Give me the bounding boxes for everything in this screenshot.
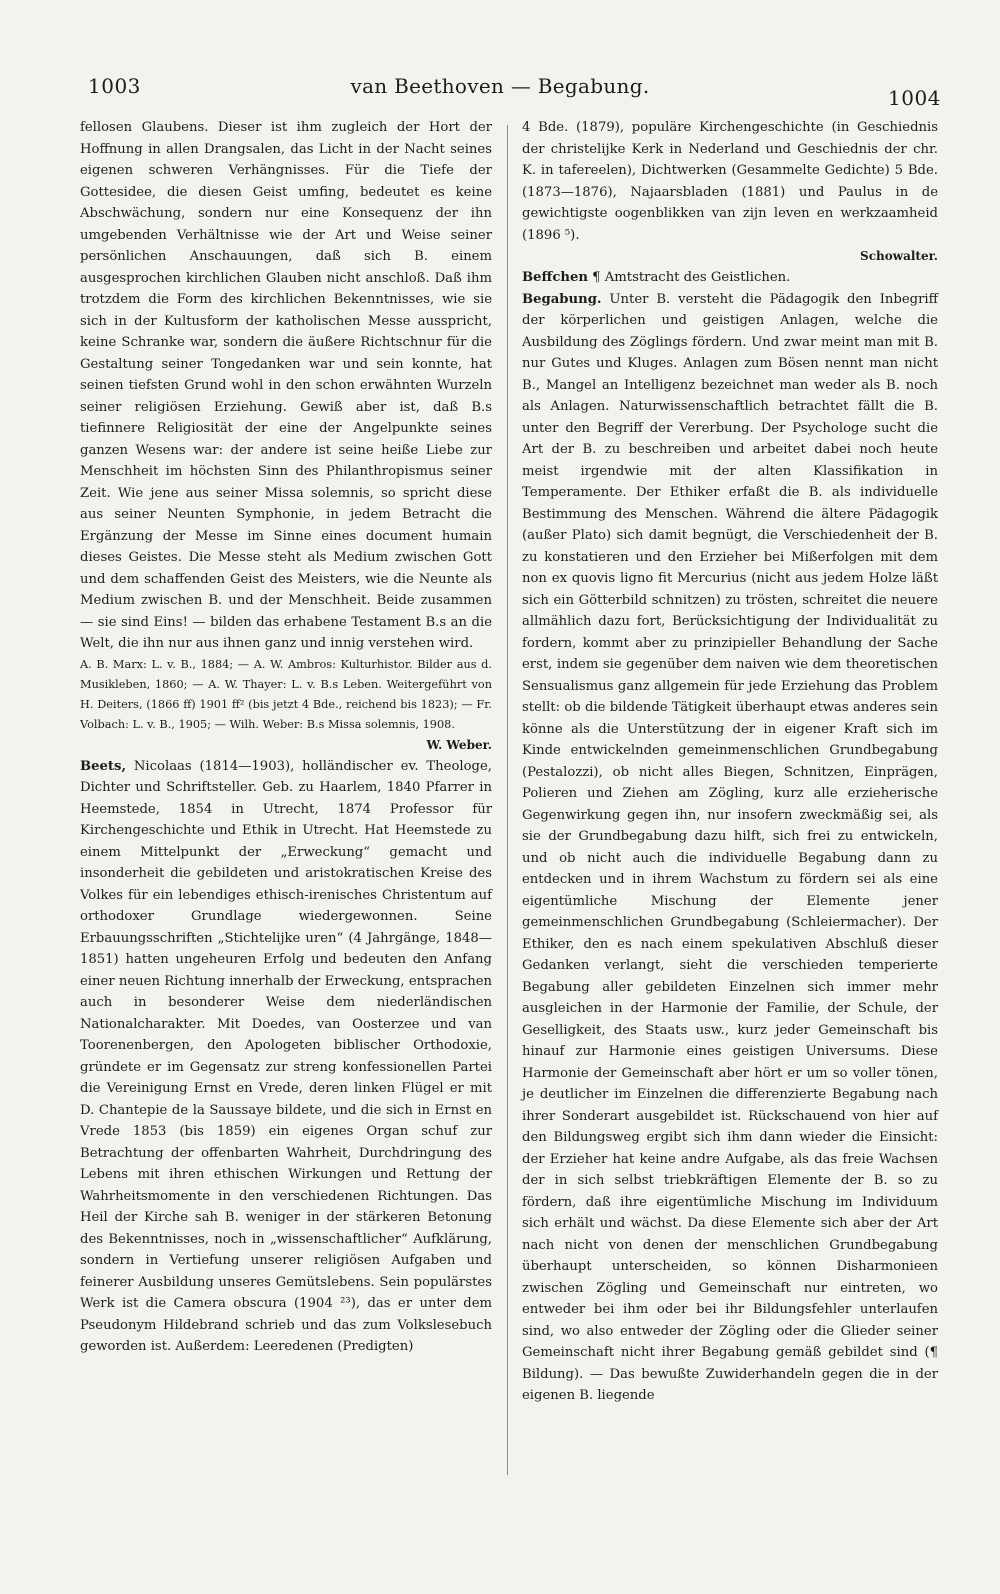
beffchen-headword: Beffchen	[522, 270, 588, 285]
running-header: van Beethoven — Begabung.	[350, 74, 650, 98]
left-column	[80, 117, 492, 1358]
begabung-entry	[522, 289, 938, 1407]
beets-headword: Beets,	[80, 758, 127, 774]
beets-article-continuation: 4 Bde. (1879), populäre Kirchengeschichte (in Geschiednis der christelijke Kerk in Nederland und Geschiednis der chr. K. in tafereelen), Dichtwerken (Gesammelte Gedichte) 5 Bde. (1873—1876), Najaarsbladen (1881) und Paulus in de gewichtigste oogenblikken van zijn leven en werkzaamheid (1896 ⁵).	[522, 120, 938, 243]
beffchen-entry	[522, 267, 938, 289]
beethoven-article-text: fellosen Glaubens. Dieser ist ihm zugleich der Hort der Hoffnung in allen Drangsalen, das Licht in der Nacht seines eigenen schweren Verhängnisses. Für die Tiefe der Gottesidee, die diesen Geist umfing, bedeutet es keine Abschwächung, sondern nur eine Konsequenz der ihn umgebenden Verhältnisse wie der Art und Weise seiner persönlichen Anschauungen, daß sich B. einem ausgesprochen kirchlichen Glauben nicht anschloß. Daß ihm trotzdem die Form des kirchlichen Bekenntnisses, wie sie sich in der Kultusform der katholischen Messe ausspricht, keine Schranke war, sondern die äußere Richtschnur für die Gestaltung seiner Tongedanken war und sein konnte, hat seinen tiefsten Grund wohl in den schon erwähnten Wurzeln seiner religiösen Erziehung. Gewiß aber ist, daß B.s tiefinnere Religiosität der eine der Angelpunkte seines ganzen Wesens war: der andere ist seine heiße Liebe zur Menschheit im höchsten Sinn des Philanthropismus seiner Zeit. Wie jene aus seiner Missa solemnis, so spricht diese aus seiner Neunten Symphonie, in jedem Betracht die Ergänzung der Messe im Sinne eines document humain dieses Geistes. Die Messe steht als Medium zwischen Gott und dem schaffenden Geist des Meisters, wie die Neunte als Medium zwischen B. und der Menschheit. Beide zusammen — sie sind Eins! — bilden das erhabene Testament B.s an die Welt, die ihn nur aus ihnen ganz und innig verstehen wird.	[80, 120, 492, 651]
beethoven-references: A. B. Marx: L. v. B., 1884; — A. W. Ambros: Kulturhistor. Bilder aus d. Musikleben, 1860; — A. W. Thayer: L. v. B.s Leben. Weitergeführt von H. Deiters, (1866 ff) 1901 ff² (bis jetzt 4 Bde., reichend bis 1823); — Fr. Volbach: L. v. B., 1905; — Wilh. Weber: B.s Missa solemnis, 1908.	[80, 657, 492, 731]
beffchen-crossref-text: ¶ Amtstracht des Geistlichen.	[587, 270, 791, 285]
right-column	[522, 117, 938, 1407]
page-number-left: 1003	[88, 74, 141, 98]
page-number-right: 1004	[888, 86, 941, 110]
begabung-article-text: Unter B. versteht die Pädagogik den Inbegriff der körperlichen und geistigen Anlagen, welche die Ausbildung des Zöglings fördern. Und zwar meint man mit B. nur Gutes und Kluges. Anlagen zum Bösen nennt man nicht B., Mangel an Intelligenz bezeichnet man weder als B. noch als Anlagen. Naturwissenschaftlich betrachtet fällt die B. unter den Begriff der Vererbung. Der Psychologe sucht die Art der B. zu beschreiben und arbeitet dabei noch heute meist irgendwie mit der alten Klassifikation in Temperamente. Der Ethiker erfaßt die B. als individuelle Bestimmung des Menschen. Während die ältere Pädagogik (außer Plato) sich damit begnügt, die Verschiedenheit der B. zu konstatieren und den Erzieher bei Mißerfolgen mit dem non ex quovis ligno fit Mercurius (nicht aus jedem Holze läßt sich ein Götterbild schnitzen) zu trösten, schreitet die neuere allmählich dazu fort, Berücksichtigung der Individualität zu fordern, kommt aber zu prinzipieller Behandlung der Sache erst, indem sie gegenüber dem naiven wie dem theoretischen Sensualismus ganz allgemein für jede Erziehung das Problem stellt: ob die bildende Tätigkeit überhaupt etwas anderes sein könne als die Unterstützung der in eigener Kraft sich im Kinde entwickelnden gemeinmenschlichen Grundbegabung (Pestalozzi), ob nicht alles Biegen, Schnitzen, Einprägen, Polieren und Ziehen am Zögling, kurz alle erzieherische Gegenwirkung gegen ihn, nur insofern zweckmäßig sei, als sie der Grundbegabung dazu hilft, sich frei zu entwickeln, und ob nicht auch die individuelle Begabung dann zu entdecken und in ihrem Wachstum zu fördern sei als eine eigentümliche Mischung der Elemente jener gemeinmenschlichen Grundbegabung (Schleiermacher). Der Ethiker, den es nach einem spekulativen Abschluß dieser Gedanken verlangt, sieht die verschieden temperierte Begabung aller gebildeten Einzelnen sich immer mehr ausgleichen in der Harmonie der Familie, der Schule, der Geselligkeit, des Staats usw., kurz jeder Gemeinschaft bis hinauf zur Harmonie eines geistigen Universums. Diese Harmonie der Gemeinschaft aber hört er um so voller tönen, je deutlicher im Einzelnen die differenzierte Begabung nach ihrer Sonderart ausgebildet ist. Rückschauend von hier auf den Bildungsweg ergibt sich ihm dann wieder die Einsicht: der Erzieher hat keine andre Aufgabe, als das freie Wachsen der in sich selbst triebkräftigen Elemente der B. so zu fördern, daß ihre eigentümliche Mischung im Individuum sich erhält und wächst. Da diese Elemente sich aber der Art nach nicht von denen der menschlichen Grundbegabung überhaupt unterscheiden, so können Disharmonieen zwischen Zögling und Gemeinschaft nur eintreten, wo entweder bei ihm oder bei ihr Bildungsfehler unterlaufen sind, wo also entweder der Zögling oder die Glieder seiner Gemeinschaft nicht ihrer Begabung gemäß gebildet sind (¶ Bildung). — Das bewußte Zuwiderhandeln gegen die in der eigenen B. liegende	[522, 291, 938, 1403]
beets-entry	[80, 756, 492, 1358]
beets-article-text: Nicolaas (1814—1903), holländischer ev. Theologe, Dichter und Schriftsteller. Geb. zu Haarlem, 1840 Pfarrer in Heemstede, 1854 in Utrecht, 1874 Professor für Kirchengeschichte und Ethik in Utrecht. Hat Heemstede zu einem Mittelpunkt der „Erweckung“ gemacht und insonderheit die gebildeten und aristokratischen Kreise des Volkes für ein lebendiges ethisch-irenisches Christentum auf orthodoxer Grundlage wiedergewonnen. Seine Erbauungsschriften „Stichtelijke uren“ (4 Jahrgänge, 1848—1851) hatten ungeheuren Erfolg und bedeuten den Anfang einer neuen Richtung innerhalb der Erweckung, entsprachen auch in besonderer Weise dem niederländischen Nationalcharakter. Mit Doedes, van Oosterzee und van Toorenenbergen, den Apologeten biblischer Orthodoxie, gründete er im Gegensatz zur streng konfessionellen Partei die Vereinigung Ernst en Vrede, deren linken Flügel er mit D. Chantepie de la Saussaye bildete, und die sich in Ernst en Vrede 1853 (bis 1859) ein eigenes Organ schuf zur Betrachtung der offenbarten Wahrheit, Durchdringung des Lebens mit ihren ethischen Wirkungen und Rettung der Wahrheitsmomente in den verschiedenen Richtungen. Das Heil der Kirche sah B. weniger in der stärkeren Betonung des Bekenntnisses, noch in „wissenschaftlicher“ Aufklärung, sondern in Vertiefung unserer religiösen Aufgaben und feinerer Ausbildung unseres Gemütslebens. Sein populärstes Werk ist die Camera obscura (1904 ²³), das er unter dem Pseudonym Hildebrand schrieb und das zum Volkslesebuch geworden ist. Außerdem: Leeredenen (Predigten)	[80, 758, 492, 1354]
begabung-headword: Begabung.	[522, 291, 602, 307]
beethoven-author-signature: W. Weber.	[426, 737, 492, 752]
beets-author-signature: Schowalter.	[860, 249, 938, 263]
column-divider	[507, 125, 508, 1475]
